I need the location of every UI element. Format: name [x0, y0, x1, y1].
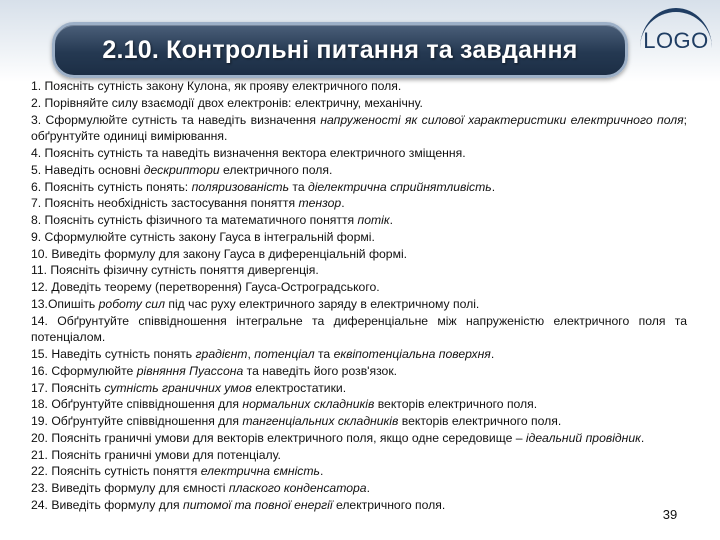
question-item [31, 346, 687, 363]
question-text: 7. Поясніть необхідність застосування поняття [31, 196, 299, 211]
question-text: 2. Порівняйте силу взаємодії двох електронів: електричну, механічну. [31, 95, 423, 110]
question-text: . [490, 347, 495, 361]
question-item [31, 380, 687, 397]
emphasized-term: ідеальний провідник [525, 430, 641, 445]
question-text: 11. Поясніть фізичну сутність поняття дивергенція. [31, 263, 319, 278]
question-text: 6. Поясніть сутність понять: [31, 179, 192, 194]
question-text: 18. Обґрунтуйте співвідношення для [31, 397, 243, 412]
emphasized-term: сутність граничних умов [104, 380, 252, 395]
question-text: 16. Сформулюйте [31, 363, 137, 378]
question-list [31, 78, 687, 514]
question-text: та [314, 347, 334, 361]
emphasized-term: потік [357, 213, 390, 227]
question-text: 19. Обґрунтуйте співвідношення для [31, 414, 243, 428]
emphasized-term: тензор [298, 196, 342, 211]
logo [634, 8, 718, 64]
question-item [31, 78, 687, 95]
question-item [31, 413, 687, 430]
question-text: . [319, 464, 324, 479]
question-text: 9. Сформулюйте сутність закону Гауса в інтегральній формі. [31, 229, 375, 244]
question-item [31, 396, 687, 413]
emphasized-term: поляризованість [191, 179, 289, 194]
question-item [31, 145, 687, 162]
question-text: 15. Наведіть сутність понять [31, 347, 196, 361]
question-item [31, 363, 687, 380]
question-text: . [341, 196, 345, 211]
question-text: . [491, 179, 496, 194]
question-item [31, 447, 687, 464]
question-text: електричного поля. [219, 162, 333, 177]
question-text: 12. Доведіть теорему (перетворення) Гауса-Остроградського. [31, 280, 380, 294]
emphasized-term: питомої та повної енергії [182, 497, 333, 512]
slide-title: 2.10. Контрольні питання та завдання [102, 35, 578, 64]
question-text: 23. Виведіть формулу для ємності [31, 481, 229, 495]
question-text: 8. Поясніть сутність фізичного та математичного поняття [31, 213, 358, 227]
emphasized-term: тангенціальних складників [242, 414, 399, 428]
question-item [31, 162, 687, 179]
question-text: під час руху електричного заряду в електричному полі. [164, 296, 480, 311]
question-item [31, 95, 687, 112]
question-item [31, 246, 687, 263]
question-item [31, 179, 687, 196]
question-text: 5. Наведіть основні [31, 162, 144, 177]
question-text: електростатики. [251, 380, 347, 395]
question-text: . [389, 213, 394, 227]
emphasized-term: діелектрична сприйнятливість [307, 179, 492, 194]
emphasized-term: роботу сил [98, 296, 165, 311]
page-number: 39 [662, 507, 678, 522]
question-text: 17. Поясніть [31, 380, 105, 395]
emphasized-term: дескриптори [143, 162, 220, 177]
question-text: 24. Виведіть формулу для [31, 497, 183, 512]
question-text: 4. Поясніть сутність та наведіть визначення вектора електричного зміщення. [31, 146, 466, 160]
question-text: . [366, 481, 370, 495]
emphasized-term: напруженості як силової характеристики електричного поля [320, 112, 684, 127]
emphasized-term: нормальних складників [242, 397, 375, 412]
emphasized-term: плаского конденсатора [228, 481, 367, 495]
question-text: 22. Поясніть сутність поняття [31, 464, 201, 479]
title-banner [52, 22, 628, 78]
question-text: ; обґрунтуйте одиниці вимірювання. [31, 112, 687, 144]
emphasized-term: рівняння Пуассона [136, 363, 244, 378]
question-item [31, 313, 687, 347]
question-text: , [247, 347, 255, 361]
question-item [31, 497, 687, 514]
question-text: та наведіть його розв'язок. [243, 363, 398, 378]
question-item [31, 112, 687, 146]
question-text: та [288, 179, 308, 194]
question-text: 3. Сформулюйте сутність та наведіть визначення [31, 112, 321, 127]
question-text: електричного поля. [332, 497, 446, 512]
question-text: 14. Обґрунтуйте співвідношення інтегральне та диференціальне між напруженістю електричного поля та потенціалом. [31, 313, 687, 345]
question-item [31, 195, 687, 212]
question-text: 13.Опишіть [31, 296, 99, 311]
question-item [31, 229, 687, 246]
question-item [31, 463, 687, 480]
question-item [31, 430, 687, 447]
question-item [31, 480, 687, 497]
question-text: 20. Поясніть граничні умови для векторів електричного поля, якщо одне середовище – [31, 430, 526, 445]
question-item [31, 212, 687, 229]
question-item [31, 279, 687, 296]
question-item [31, 296, 687, 313]
emphasized-term: еквіпотенціальна поверхня [333, 347, 491, 361]
emphasized-term: градієнт [195, 347, 248, 361]
question-text: векторів електричного поля. [374, 397, 538, 412]
question-item [31, 262, 687, 279]
logo-text: LOGO [643, 28, 709, 53]
question-text: векторів електричного поля. [398, 414, 562, 428]
emphasized-term: електрична ємність [200, 464, 320, 479]
emphasized-term: потенціал [254, 347, 315, 361]
question-text: 1. Поясніть сутність закону Кулона, як прояву електричного поля. [31, 79, 402, 93]
question-text: . [640, 430, 645, 445]
question-text: 10. Виведіть формулу для закону Гауса в диференціальній формі. [31, 246, 408, 261]
question-text: 21. Поясніть граничні умови для потенціалу. [31, 447, 281, 462]
